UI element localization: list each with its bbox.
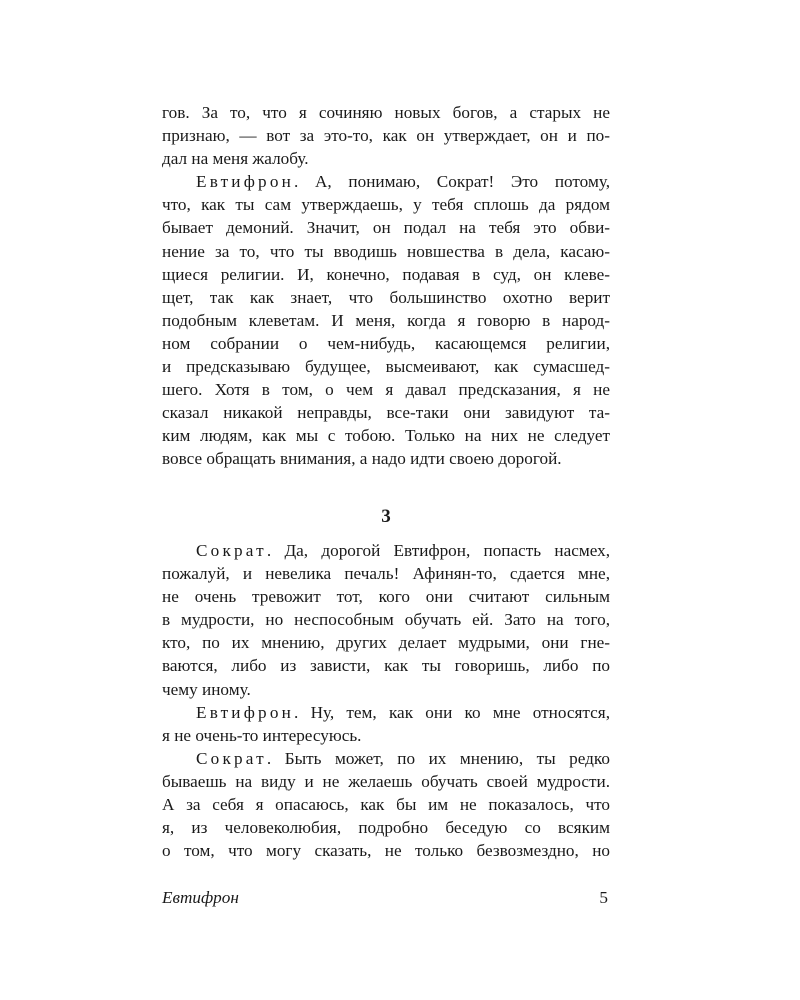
text-block-top <box>162 101 610 471</box>
text-line: сказал никакой неправды, все-таки они завидуют та- <box>162 403 610 423</box>
text-line: бывает демоний. Значит, он подал на тебя это обви- <box>162 218 610 238</box>
page-number: 5 <box>599 888 608 907</box>
speaker-name: Сократ <box>196 541 267 560</box>
dialogue-text: . А, понимаю, Сократ! Это потому, <box>294 172 610 192</box>
text-line: нение за то, что ты вводишь новшества в дела, касаю- <box>162 241 610 261</box>
text-line: вовсе обращать внимания, а надо идти своею дорогой. <box>162 449 562 469</box>
running-title: Евтифрон <box>162 888 239 907</box>
text-line: я, из человеколюбия, подробно беседую со всяким <box>162 818 610 838</box>
text-line: не очень тревожит тот, кого они считают сильным <box>162 587 610 607</box>
dialogue-text: . Быть может, по их мнению, ты редко <box>266 748 610 768</box>
text-line: подобным клеветам. И меня, когда я говорю в народ- <box>162 310 610 330</box>
text-line: и предсказываю будущее, высмеивают, как сумасшед- <box>162 357 610 377</box>
text-line: что, как ты сам утверждаешь, у тебя сплошь да рядом <box>162 195 610 215</box>
text-line: щиеся религии. И, конечно, подавая в суд, он клеве- <box>162 264 610 284</box>
dialogue-line <box>162 170 610 193</box>
text-line: о том, что могу сказать, не только безвозмездно, но <box>162 841 610 861</box>
text-line: кто, по их мнению, других делает мудрыми, они гне- <box>162 633 610 653</box>
speaker-name: Сократ <box>196 748 267 768</box>
dialogue-line <box>162 701 610 724</box>
dialogue-text: . Ну, тем, как они ко мне относятся, <box>294 702 610 722</box>
text-line: шего. Хотя в том, о чем я давал предсказания, я не <box>162 380 610 400</box>
text-line: ким людям, как мы с тобою. Только на них не следует <box>162 426 610 446</box>
text-line: гов. За то, что я сочиняю новых богов, а старых не <box>162 103 610 122</box>
dialogue-text: . Да, дорогой Евтифрон, попасть насмех, <box>266 541 610 560</box>
text-line: бываешь на виду и не желаешь обучать своей мудрости. <box>162 771 610 791</box>
text-line: признаю, — вот за это-то, как он утверждает, он и по- <box>162 126 610 146</box>
speaker-name: Евтифрон <box>196 172 295 192</box>
text-line: я не очень-то интересуюсь. <box>162 725 362 745</box>
text-line: ном собрании о чем-нибудь, касающемся религии, <box>162 333 610 353</box>
text-line: в мудрости, но неспособным обучать ей. Зато на того, <box>162 610 610 630</box>
text-line: А за себя я опасаюсь, как бы им не показалось, что <box>162 795 610 815</box>
text-line: щет, так как знает, что большинство охотно верит <box>162 287 610 307</box>
text-line: ваются, либо из зависти, как ты говоришь, либо по <box>162 656 610 676</box>
text-line: чему иному. <box>162 679 251 699</box>
speaker-name: Евтифрон <box>196 702 295 722</box>
text-block-bottom <box>162 539 610 862</box>
dialogue-line <box>162 539 610 562</box>
section-heading: 3 <box>381 506 391 527</box>
dialogue-line <box>162 747 610 770</box>
text-line: пожалуй, и невелика печаль! Афинян-то, сдается мне, <box>162 564 610 584</box>
text-line: дал на меня жалобу. <box>162 149 309 169</box>
